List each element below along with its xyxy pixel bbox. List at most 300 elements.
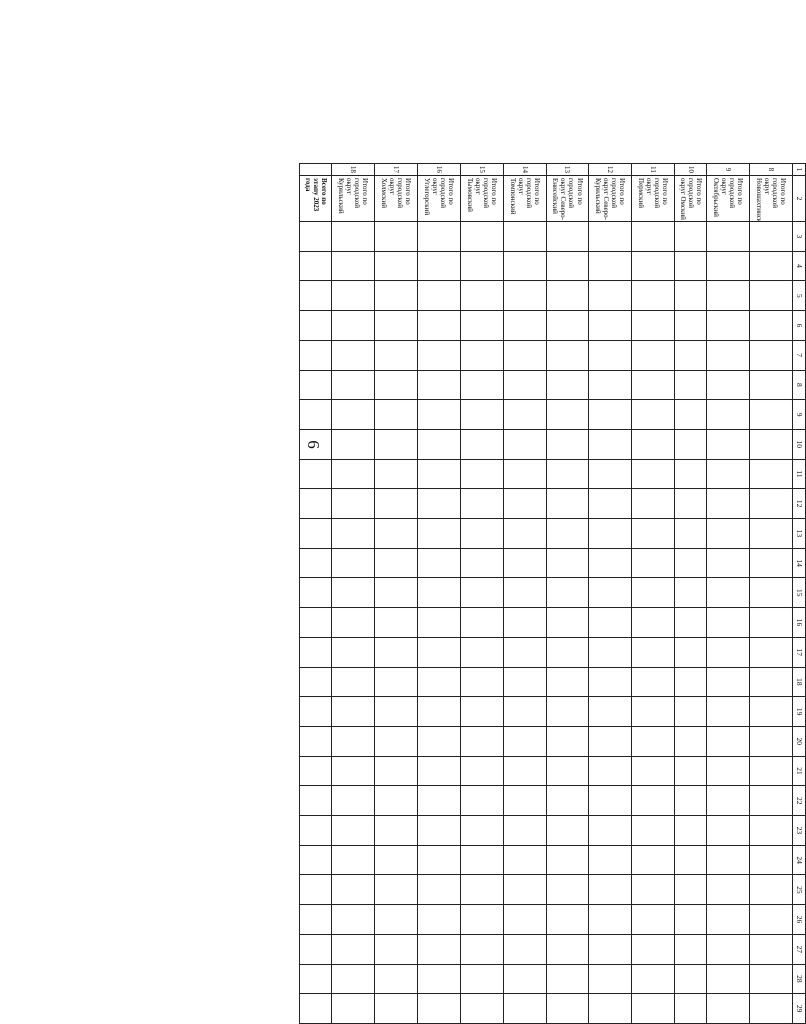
value-cell: [460, 548, 503, 578]
value-cell: [707, 251, 750, 281]
value-cell: [460, 578, 503, 608]
column-number-cell: 22: [792, 786, 805, 816]
value-cell: [418, 934, 461, 964]
value-cell: [418, 251, 461, 281]
value-cell: [332, 578, 375, 608]
value-cell: [299, 756, 331, 786]
value-cell: [418, 578, 461, 608]
value-cell: [503, 637, 546, 667]
value-cell: [332, 816, 375, 846]
row-index-cell: 9: [707, 164, 750, 176]
value-cell: [546, 489, 589, 519]
value-cell: [332, 667, 375, 697]
value-cell: [707, 726, 750, 756]
value-cell: [503, 875, 546, 905]
value-cell: [707, 370, 750, 400]
row-label-cell: Итого по городской округ Углегорский: [418, 176, 461, 222]
value-cell: [674, 251, 706, 281]
value-cell: [460, 786, 503, 816]
value-cell: [375, 548, 418, 578]
value-cell: [332, 370, 375, 400]
value-cell: [460, 251, 503, 281]
value-cell: [632, 964, 675, 994]
column-number-cell: 12: [792, 489, 805, 519]
value-cell: [299, 340, 331, 370]
value-cell: [750, 816, 793, 846]
value-cell: [299, 637, 331, 667]
row-index-cell: 15: [460, 164, 503, 176]
value-cell: [589, 934, 632, 964]
value-cell: [503, 667, 546, 697]
value-cell: [460, 489, 503, 519]
value-cell: [632, 311, 675, 341]
value-cell: [589, 786, 632, 816]
value-cell: [546, 697, 589, 727]
value-cell: [460, 934, 503, 964]
value-cell: [750, 519, 793, 549]
value-cell: [707, 340, 750, 370]
table-row: [632, 164, 675, 1024]
value-cell: [546, 786, 589, 816]
value-cell: [375, 756, 418, 786]
value-cell: [299, 994, 331, 1024]
table-row: [503, 164, 546, 1024]
value-cell: [589, 608, 632, 638]
value-cell: [418, 370, 461, 400]
value-cell: [707, 905, 750, 935]
value-cell: [332, 786, 375, 816]
value-cell: [332, 459, 375, 489]
value-cell: [632, 400, 675, 430]
column-number-cell: 29: [792, 994, 805, 1024]
value-cell: [750, 311, 793, 341]
value-cell: [418, 845, 461, 875]
value-cell: [460, 340, 503, 370]
value-cell: [632, 726, 675, 756]
value-cell: [750, 251, 793, 281]
value-cell: [750, 905, 793, 935]
value-cell: [632, 816, 675, 846]
row-label-cell: Итого по городской округ Томпонский: [503, 176, 546, 222]
value-cell: [750, 222, 793, 252]
value-cell: [332, 548, 375, 578]
value-cell: [375, 994, 418, 1024]
value-cell: [589, 905, 632, 935]
value-cell: [589, 667, 632, 697]
row-index-cell: 10: [674, 164, 706, 176]
value-cell: [546, 637, 589, 667]
value-cell: [674, 816, 706, 846]
value-cell: [589, 875, 632, 905]
column-number-cell: 6: [792, 311, 805, 341]
value-cell: [503, 311, 546, 341]
value-cell: [750, 964, 793, 994]
value-cell: [707, 311, 750, 341]
column-number-cell: 9: [792, 400, 805, 430]
row-label-cell: Итого по городской округ Тымовский: [460, 176, 503, 222]
row-label-cell: Итого по городской округ Пермский: [632, 176, 675, 222]
value-cell: [589, 459, 632, 489]
value-cell: [460, 459, 503, 489]
column-number-cell: 18: [792, 667, 805, 697]
value-cell: [589, 281, 632, 311]
value-cell: [503, 251, 546, 281]
value-cell: [503, 578, 546, 608]
value-cell: [299, 875, 331, 905]
column-number-cell: 26: [792, 905, 805, 935]
value-cell: [299, 459, 331, 489]
value-cell: [707, 845, 750, 875]
value-cell: [460, 756, 503, 786]
value-cell: [375, 519, 418, 549]
column-number-cell: 2: [792, 176, 805, 222]
value-cell: [546, 311, 589, 341]
value-cell: [632, 994, 675, 1024]
table-row: [546, 164, 589, 1024]
value-cell: [460, 845, 503, 875]
value-cell: [375, 667, 418, 697]
table-row: [460, 164, 503, 1024]
column-number-cell: 24: [792, 845, 805, 875]
value-cell: [707, 281, 750, 311]
value-cell: [589, 548, 632, 578]
value-cell: [750, 459, 793, 489]
value-cell: [375, 459, 418, 489]
value-cell: [546, 726, 589, 756]
value-cell: [503, 519, 546, 549]
page-number: 6: [303, 440, 323, 449]
column-number-cell: 3: [792, 222, 805, 252]
value-cell: [674, 697, 706, 727]
value-cell: [332, 281, 375, 311]
row-label-cell: Итого по городской округ Октябрьский: [707, 176, 750, 222]
value-cell: [707, 667, 750, 697]
value-cell: [589, 964, 632, 994]
value-cell: [589, 400, 632, 430]
column-number-cell: 28: [792, 964, 805, 994]
value-cell: [674, 222, 706, 252]
value-cell: [299, 905, 331, 935]
value-cell: [375, 697, 418, 727]
value-cell: [674, 459, 706, 489]
value-cell: [460, 222, 503, 252]
value-cell: [674, 667, 706, 697]
value-cell: [632, 578, 675, 608]
value-cell: [674, 845, 706, 875]
value-cell: [299, 222, 331, 252]
value-cell: [707, 756, 750, 786]
value-cell: [546, 519, 589, 549]
value-cell: [503, 281, 546, 311]
value-cell: [375, 816, 418, 846]
value-cell: [299, 726, 331, 756]
value-cell: [503, 370, 546, 400]
value-cell: [632, 429, 675, 459]
value-cell: [503, 786, 546, 816]
value-cell: [460, 400, 503, 430]
row-label-cell: Итого по городской округ Новошахтинск: [750, 176, 793, 222]
value-cell: [375, 251, 418, 281]
value-cell: [503, 994, 546, 1024]
value-cell: [332, 934, 375, 964]
value-cell: [589, 519, 632, 549]
value-cell: [332, 519, 375, 549]
value-cell: [503, 845, 546, 875]
value-cell: [332, 429, 375, 459]
value-cell: [750, 875, 793, 905]
value-cell: [674, 548, 706, 578]
value-cell: [460, 281, 503, 311]
value-cell: [589, 578, 632, 608]
value-cell: [503, 756, 546, 786]
row-index-cell: 8: [750, 164, 793, 176]
column-number-cell: 14: [792, 548, 805, 578]
value-cell: [299, 311, 331, 341]
value-cell: [332, 311, 375, 341]
value-cell: [750, 370, 793, 400]
value-cell: [299, 400, 331, 430]
value-cell: [589, 845, 632, 875]
value-cell: [418, 637, 461, 667]
value-cell: [418, 281, 461, 311]
row-label-cell: Итого по городской округ Северо-Курильский: [589, 176, 632, 222]
value-cell: [418, 816, 461, 846]
column-number-cell: 17: [792, 637, 805, 667]
value-cell: [299, 608, 331, 638]
column-number-cell: 8: [792, 370, 805, 400]
value-cell: [589, 251, 632, 281]
value-cell: [503, 905, 546, 935]
value-cell: [546, 934, 589, 964]
value-cell: [503, 934, 546, 964]
value-cell: [632, 251, 675, 281]
value-cell: [707, 489, 750, 519]
value-cell: [750, 578, 793, 608]
value-cell: [750, 429, 793, 459]
value-cell: [332, 697, 375, 727]
value-cell: [707, 964, 750, 994]
value-cell: [299, 845, 331, 875]
value-cell: [632, 608, 675, 638]
value-cell: [674, 905, 706, 935]
value-cell: [707, 994, 750, 1024]
value-cell: [707, 429, 750, 459]
value-cell: [750, 994, 793, 1024]
value-cell: [460, 905, 503, 935]
value-cell: [546, 756, 589, 786]
value-cell: [707, 697, 750, 727]
value-cell: [707, 875, 750, 905]
value-cell: [460, 964, 503, 994]
value-cell: [418, 756, 461, 786]
value-cell: [707, 400, 750, 430]
value-cell: [632, 459, 675, 489]
value-cell: [546, 251, 589, 281]
column-number-cell: 7: [792, 340, 805, 370]
value-cell: [418, 786, 461, 816]
value-cell: [460, 875, 503, 905]
value-cell: [503, 548, 546, 578]
value-cell: [632, 875, 675, 905]
value-cell: [332, 875, 375, 905]
value-cell: [332, 845, 375, 875]
column-number-cell: 15: [792, 578, 805, 608]
row-index-cell: 14: [503, 164, 546, 176]
value-cell: [503, 816, 546, 846]
data-table: [299, 163, 806, 1024]
value-cell: [632, 637, 675, 667]
value-cell: [707, 459, 750, 489]
value-cell: [375, 429, 418, 459]
value-cell: [460, 311, 503, 341]
column-number-cell: 4: [792, 251, 805, 281]
value-cell: [632, 489, 675, 519]
value-cell: [750, 756, 793, 786]
value-cell: [375, 905, 418, 935]
value-cell: [546, 281, 589, 311]
column-number-cell: 19: [792, 697, 805, 727]
table-row: [418, 164, 461, 1024]
value-cell: [460, 816, 503, 846]
column-number-cell: 10: [792, 429, 805, 459]
table-row: [750, 164, 793, 1024]
value-cell: [546, 845, 589, 875]
value-cell: [546, 429, 589, 459]
value-cell: [674, 637, 706, 667]
row-index-cell: 11: [632, 164, 675, 176]
value-cell: [418, 519, 461, 549]
value-cell: [460, 519, 503, 549]
value-cell: [674, 964, 706, 994]
value-cell: [589, 311, 632, 341]
value-cell: [750, 608, 793, 638]
value-cell: [674, 311, 706, 341]
value-cell: [503, 608, 546, 638]
value-cell: [375, 340, 418, 370]
value-cell: [460, 726, 503, 756]
value-cell: [674, 786, 706, 816]
value-cell: [503, 459, 546, 489]
value-cell: [546, 222, 589, 252]
value-cell: [375, 875, 418, 905]
column-number-row: [792, 164, 805, 1024]
value-cell: [375, 964, 418, 994]
value-cell: [460, 994, 503, 1024]
value-cell: [418, 400, 461, 430]
value-cell: [418, 964, 461, 994]
value-cell: [503, 429, 546, 459]
value-cell: [299, 964, 331, 994]
row-index-cell: 16: [418, 164, 461, 176]
value-cell: [332, 905, 375, 935]
value-cell: [418, 340, 461, 370]
value-cell: [674, 400, 706, 430]
value-cell: [503, 697, 546, 727]
value-cell: [332, 489, 375, 519]
row-label-cell: Всего по этапу 2023 года: [299, 176, 331, 222]
value-cell: [750, 934, 793, 964]
value-cell: [460, 608, 503, 638]
value-cell: [674, 429, 706, 459]
value-cell: [589, 816, 632, 846]
value-cell: [299, 281, 331, 311]
value-cell: [632, 697, 675, 727]
value-cell: [750, 697, 793, 727]
value-cell: [418, 311, 461, 341]
value-cell: [332, 222, 375, 252]
value-cell: [299, 489, 331, 519]
row-index-cell: [299, 164, 331, 176]
value-cell: [674, 340, 706, 370]
value-cell: [460, 697, 503, 727]
value-cell: [299, 934, 331, 964]
value-cell: [299, 786, 331, 816]
value-cell: [299, 578, 331, 608]
row-index-cell: 17: [375, 164, 418, 176]
value-cell: [546, 816, 589, 846]
value-cell: [674, 489, 706, 519]
value-cell: [589, 222, 632, 252]
column-number-cell: 13: [792, 519, 805, 549]
value-cell: [750, 281, 793, 311]
value-cell: [332, 251, 375, 281]
value-cell: [418, 608, 461, 638]
table-row: [707, 164, 750, 1024]
value-cell: [375, 786, 418, 816]
value-cell: [674, 370, 706, 400]
value-cell: [589, 697, 632, 727]
value-cell: [299, 816, 331, 846]
row-index-cell: 13: [546, 164, 589, 176]
value-cell: [503, 400, 546, 430]
value-cell: [750, 786, 793, 816]
value-cell: [707, 222, 750, 252]
value-cell: [589, 756, 632, 786]
value-cell: [299, 519, 331, 549]
value-cell: [375, 637, 418, 667]
value-cell: [418, 459, 461, 489]
value-cell: [674, 934, 706, 964]
value-cell: [546, 667, 589, 697]
value-cell: [589, 429, 632, 459]
value-cell: [375, 489, 418, 519]
row-index-cell: 18: [332, 164, 375, 176]
value-cell: [418, 697, 461, 727]
value-cell: [546, 400, 589, 430]
value-cell: [546, 548, 589, 578]
value-cell: [546, 340, 589, 370]
column-number-cell: 5: [792, 281, 805, 311]
value-cell: [750, 637, 793, 667]
value-cell: [674, 875, 706, 905]
value-cell: [460, 667, 503, 697]
value-cell: [750, 726, 793, 756]
value-cell: [546, 964, 589, 994]
value-cell: [707, 519, 750, 549]
value-cell: [674, 519, 706, 549]
column-number-cell: 27: [792, 934, 805, 964]
value-cell: [589, 370, 632, 400]
value-cell: [546, 994, 589, 1024]
value-cell: [460, 429, 503, 459]
value-cell: [418, 429, 461, 459]
value-cell: [332, 756, 375, 786]
value-cell: [632, 548, 675, 578]
value-cell: [750, 489, 793, 519]
value-cell: [589, 340, 632, 370]
value-cell: [375, 311, 418, 341]
value-cell: [375, 281, 418, 311]
